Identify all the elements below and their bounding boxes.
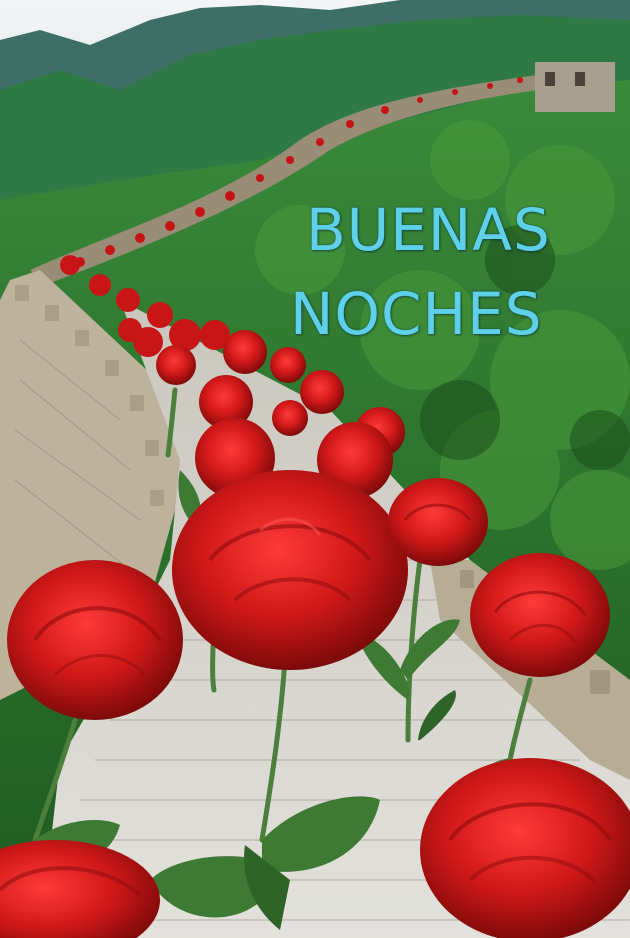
rose-right <box>470 553 610 677</box>
greeting-text <box>290 188 590 356</box>
watchtower-window <box>545 72 555 86</box>
watchtower-window <box>575 72 585 86</box>
rose-center-large <box>172 470 408 670</box>
watchtower <box>535 62 615 112</box>
greeting-line-2: NOCHES <box>290 280 543 348</box>
rose-left <box>7 560 183 720</box>
rose-right-mid <box>388 478 488 566</box>
greeting-line-1: BUENAS <box>306 196 551 264</box>
